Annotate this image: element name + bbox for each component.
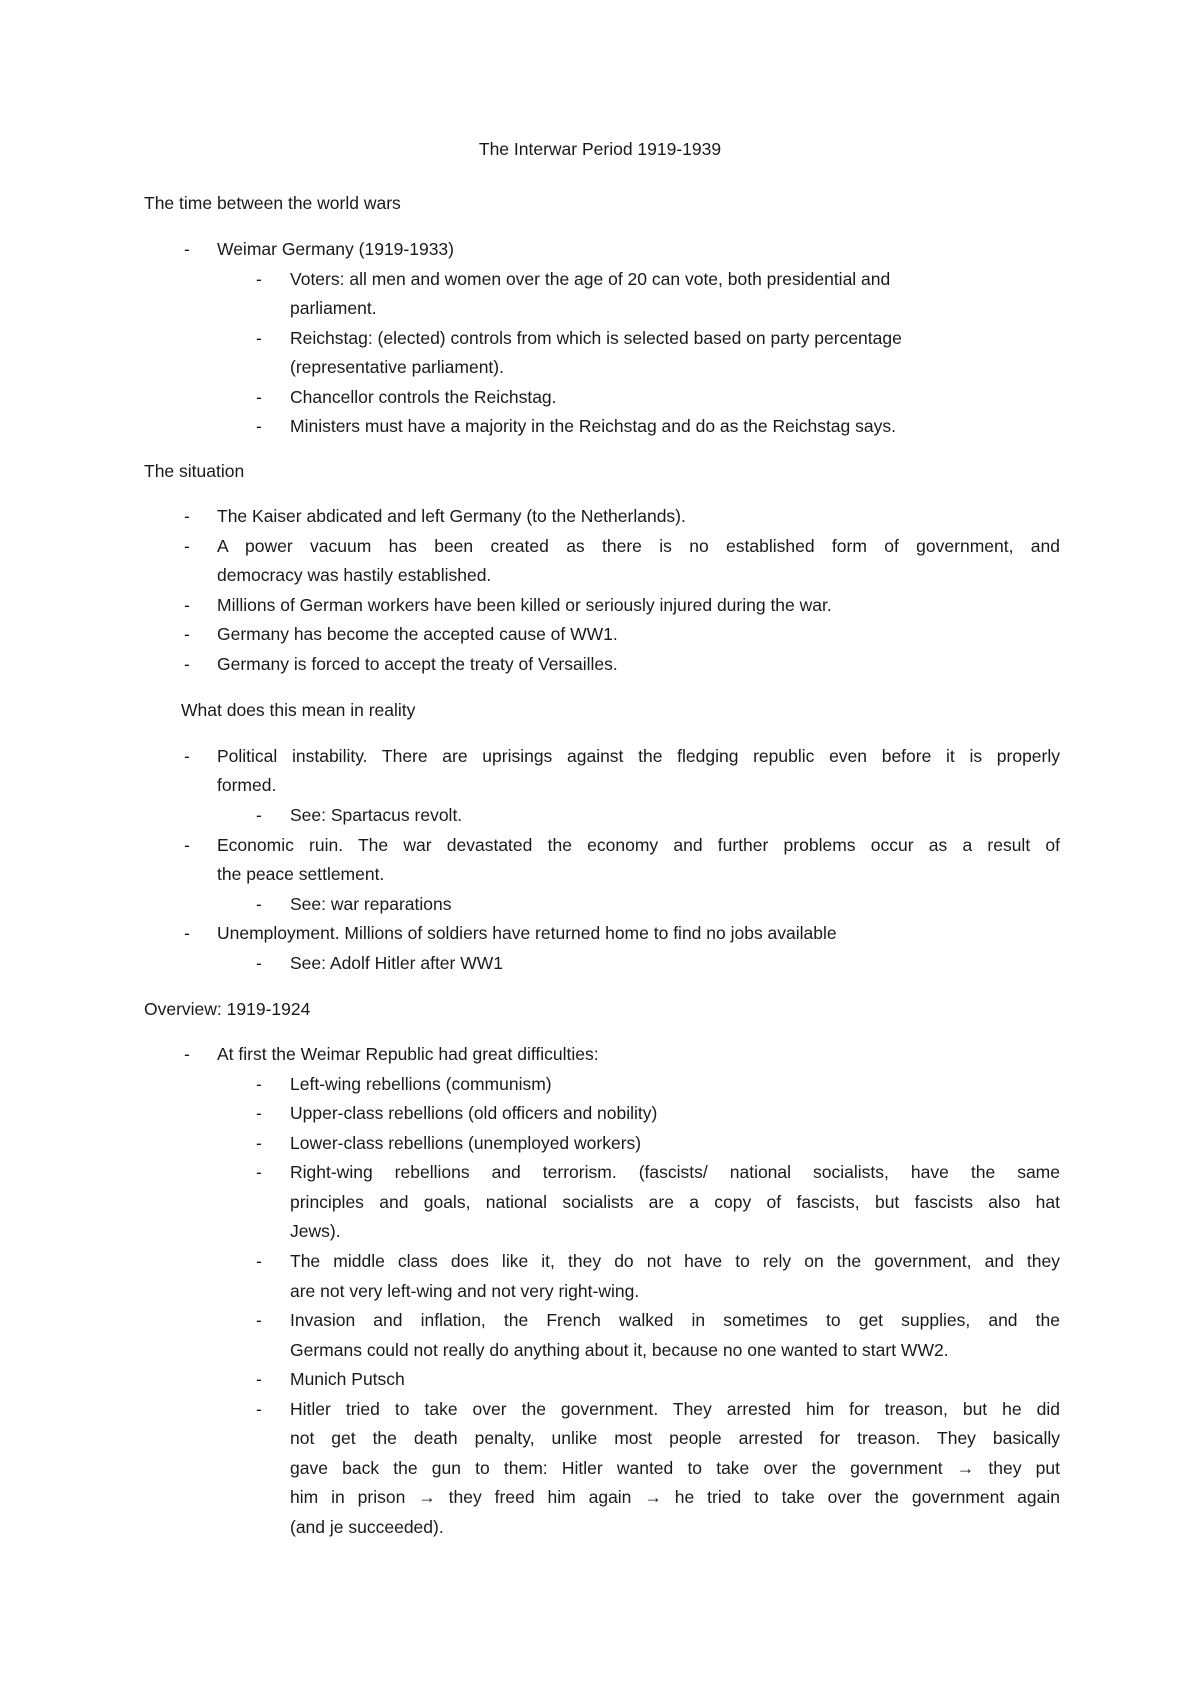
list-item: Voters: all men and women over the age of 20 can vote, both presidential and — [290, 269, 891, 289]
list-item-continuation: the peace settlement. — [217, 864, 385, 884]
bullet-dash: - — [184, 654, 190, 674]
list-item: Economic ruin. The war devastated the economy and further problems occur as a result of — [217, 835, 1060, 855]
bullet-dash: - — [256, 805, 262, 825]
bullet-dash: - — [256, 416, 262, 436]
list-item-continuation: him in prison → they freed him again → he tried to take over the government again — [290, 1487, 1060, 1507]
list-item-continuation: not get the death penalty, unlike most people arrested for treason. They basically — [290, 1428, 1060, 1448]
bullet-dash: - — [256, 269, 262, 289]
bullet-dash: - — [184, 536, 190, 556]
list-item: Munich Putsch — [290, 1369, 405, 1389]
bullet-dash: - — [184, 624, 190, 644]
bullet-dash: - — [256, 1310, 262, 1330]
bullet-dash: - — [184, 923, 190, 943]
list-item-continuation: parliament. — [290, 298, 377, 318]
bullet-dash: - — [184, 506, 190, 526]
list-item: Right-wing rebellions and terrorism. (fascists/ national socialists, have the same — [290, 1162, 1060, 1182]
bullet-dash: - — [256, 1399, 262, 1419]
list-item: Reichstag: (elected) controls from which is selected based on party percentage — [290, 328, 902, 348]
list-item: Hitler tried to take over the government. They arrested him for treason, but he did — [290, 1399, 1060, 1419]
section-heading: The time between the world wars — [144, 193, 401, 213]
bullet-dash: - — [256, 387, 262, 407]
list-item: Lower-class rebellions (unemployed workers) — [290, 1133, 642, 1153]
bullet-dash: - — [256, 953, 262, 973]
bullet-dash: - — [256, 1074, 262, 1094]
section-heading: The situation — [144, 461, 245, 481]
bullet-dash: - — [256, 1162, 262, 1182]
list-item: Left-wing rebellions (communism) — [290, 1074, 552, 1094]
bullet-dash: - — [184, 239, 190, 259]
list-item: Germany is forced to accept the treaty of Versailles. — [217, 654, 618, 674]
document-title: The Interwar Period 1919-1939 — [478, 139, 722, 159]
list-item-continuation: (and je succeeded). — [290, 1517, 444, 1537]
list-item: Political instability. There are uprisings against the fledging republic even before it is properly — [217, 746, 1060, 766]
list-item: A power vacuum has been created as there is no established form of government, and — [217, 536, 1060, 556]
list-item: Invasion and inflation, the French walked in sometimes to get supplies, and the — [290, 1310, 1060, 1330]
bullet-dash: - — [184, 595, 190, 615]
list-item: Upper-class rebellions (old officers and nobility) — [290, 1103, 658, 1123]
list-item: Chancellor controls the Reichstag. — [290, 387, 557, 407]
list-item-continuation: Germans could not really do anything about it, because no one wanted to start WW2. — [290, 1340, 949, 1360]
bullet-dash: - — [256, 1103, 262, 1123]
list-item-continuation: (representative parliament). — [290, 357, 504, 377]
list-item-continuation: gave back the gun to them: Hitler wanted to take over the government → they put — [290, 1458, 1060, 1478]
list-item: See: war reparations — [290, 894, 452, 914]
bullet-dash: - — [184, 835, 190, 855]
bullet-dash: - — [184, 746, 190, 766]
section-heading: Overview: 1919-1924 — [144, 999, 311, 1019]
list-item: See: Adolf Hitler after WW1 — [290, 953, 503, 973]
list-item-continuation: formed. — [217, 775, 277, 795]
list-item-continuation: Jews). — [290, 1221, 341, 1241]
list-item-continuation: principles and goals, national socialists are a copy of fascists, but fascists also hat — [290, 1192, 1060, 1212]
bullet-dash: - — [256, 1133, 262, 1153]
list-item: Unemployment. Millions of soldiers have returned home to find no jobs available — [217, 923, 837, 943]
list-item-continuation: democracy was hastily established. — [217, 565, 492, 585]
bullet-dash: - — [184, 1044, 190, 1064]
list-item: Germany has become the accepted cause of WW1. — [217, 624, 618, 644]
list-item-continuation: are not very left-wing and not very right-wing. — [290, 1281, 640, 1301]
bullet-dash: - — [256, 894, 262, 914]
list-item: Millions of German workers have been killed or seriously injured during the war. — [217, 595, 832, 615]
list-item: Ministers must have a majority in the Reichstag and do as the Reichstag says. — [290, 416, 896, 436]
bullet-dash: - — [256, 1369, 262, 1389]
section-heading: What does this mean in reality — [181, 700, 416, 720]
bullet-dash: - — [256, 1251, 262, 1271]
list-item: The middle class does like it, they do not have to rely on the government, and they — [290, 1251, 1060, 1271]
list-item: The Kaiser abdicated and left Germany (to the Netherlands). — [217, 506, 686, 526]
bullet-dash: - — [256, 328, 262, 348]
list-item: At first the Weimar Republic had great difficulties: — [217, 1044, 599, 1064]
list-item: Weimar Germany (1919-1933) — [217, 239, 454, 259]
list-item: See: Spartacus revolt. — [290, 805, 463, 825]
